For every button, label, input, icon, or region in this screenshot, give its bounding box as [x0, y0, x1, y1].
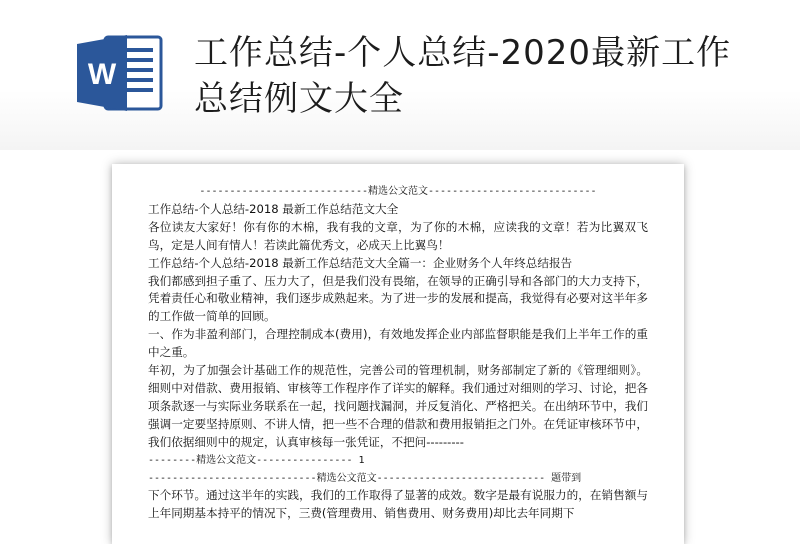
- page-footer: --------精选公文范文---------------- 1: [148, 454, 365, 466]
- header-banner: [0, 0, 800, 150]
- greeting-paragraph: 各位读友大家好！你有你的木棉，我有我的文章，为了你的木棉，应读我的文章！若为比翼双飞鸟，定是人间有情人！若读此篇优秀文，必成天上比翼鸟！: [148, 219, 648, 252]
- paragraph-1: 我们都感到担子重了、压力大了，但是我们没有畏缩，在领导的正确引导和各部门的大力支持下，凭着责任心和敬业精神，我们逐步成熟起来。为了进一步的发展和提高，我觉得有必要对这半年多的工作做一简单的回顾。: [148, 273, 648, 324]
- separator-top: ----------------------------精选公文范文----------------------------: [199, 186, 597, 197]
- word-logo-icon: [75, 34, 165, 112]
- paragraph-4: 下个环节。通过这半年的实践，我们的工作取得了显著的成效。数字是最有说服力的，在销售额与上年同期基本持平的情况下，三费(管理费用、销售费用、财务费用)却比去年同期下: [148, 488, 648, 521]
- document-heading: 工作总结-个人总结-2018 最新工作总结范文大全: [148, 201, 399, 216]
- document-subheading: 工作总结-个人总结-2018 最新工作总结范文大全篇一：企业财务个人年终总结报告: [148, 255, 573, 270]
- paragraph-2: 一、作为非盈利部门，合理控制成本(费用)，有效地发挥企业内部监督职能是我们上半年工作的重中之重。: [148, 327, 648, 360]
- document-body: [148, 183, 648, 523]
- paragraph-3: 年初，为了加强会计基础工作的规范性，完善公司的管理机制，财务部制定了新的《管理细则》。细则中对借款、费用报销、审核等工作程序作了详实的解释。我们通过对细则的学习、讨论，把各项条款逐一与实际业务联系在一起，找问题找漏洞，并反复消化、严格把关。在出纳环节中，我们强调一定要坚持原则、不讲人情，把一些不合理的借款和费用报销拒之门外。在凭证审核环节中，我们依据细则中的规定，认真审核每一张凭证，不把问---------: [148, 363, 648, 449]
- page-title: 工作总结-个人总结-2020最新工作总结例文大全: [194, 33, 732, 119]
- svg-text:W: W: [87, 58, 117, 91]
- separator-bottom: ----------------------------精选公文范文---------------------------- 题带到: [148, 472, 582, 484]
